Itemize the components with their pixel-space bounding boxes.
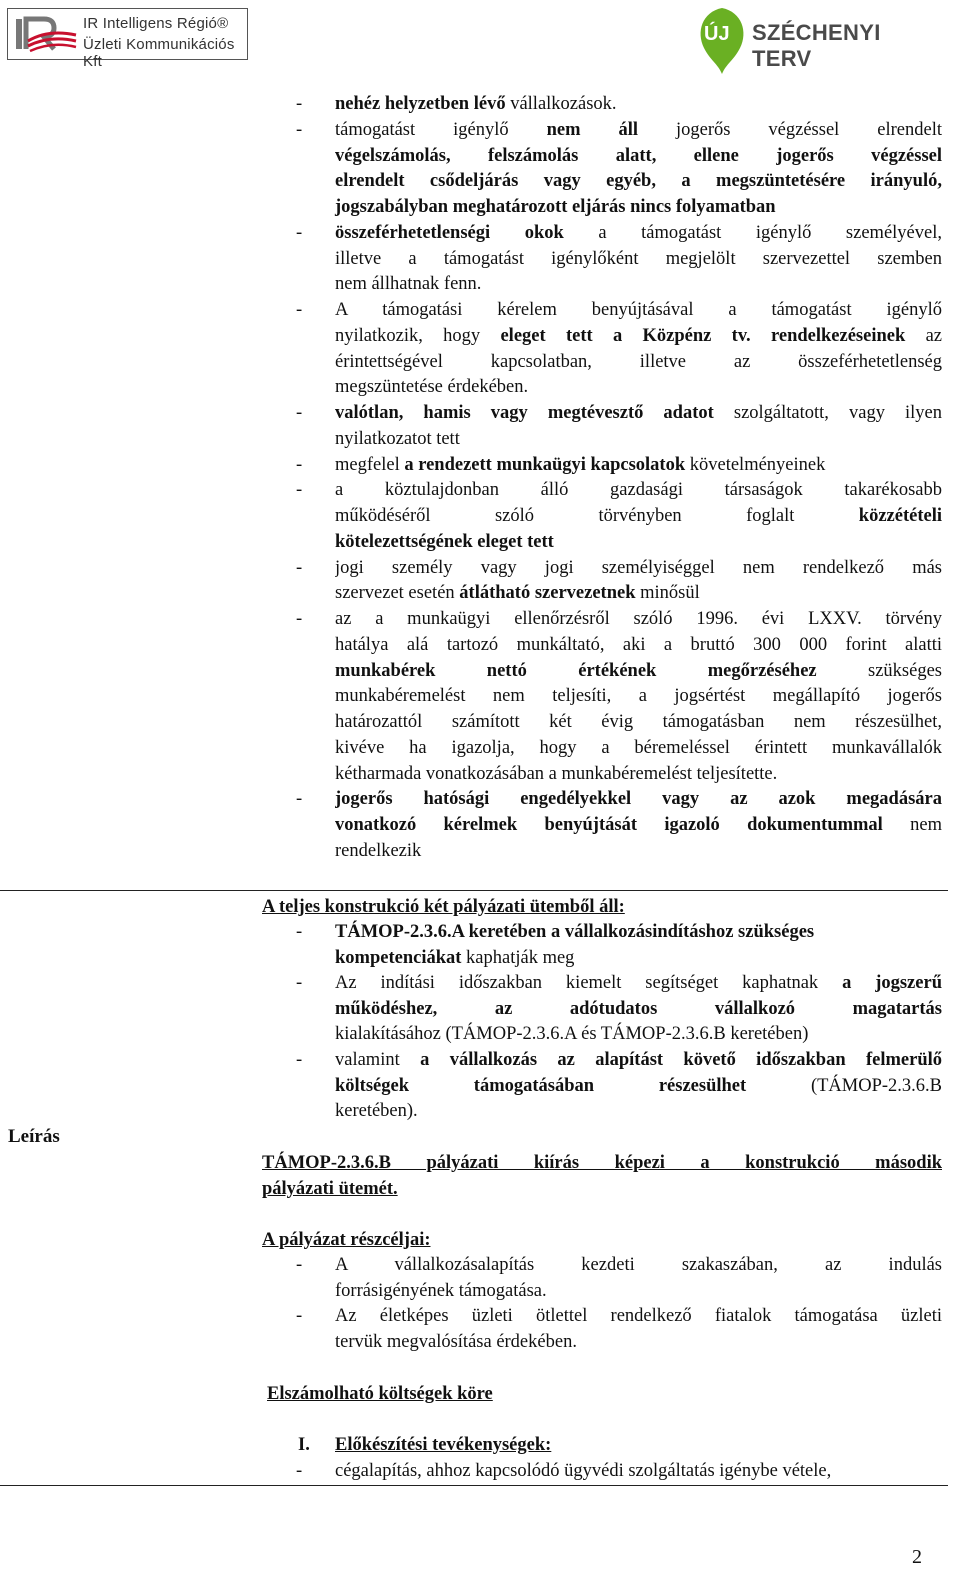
text-line [335, 271, 942, 297]
text-line [335, 143, 942, 169]
text-segment: kötelezettségének eleget tett [335, 531, 554, 552]
text-line [335, 996, 942, 1022]
text-segment: követelményeinek [685, 454, 826, 475]
text-line [335, 709, 942, 735]
text-line [335, 1329, 942, 1355]
list-dash: - [296, 119, 303, 140]
text-segment: hatálya alá tartozó munkáltató, aki a bruttó 300 000 forint alatti [335, 634, 942, 655]
text-line [335, 632, 942, 658]
text-segment: megfelel [335, 454, 405, 475]
text-segment: vonatkozó kérelmek benyújtását igazoló dokumentummal [335, 815, 883, 835]
text-line [335, 945, 942, 971]
text-segment: A támogatási kérelem benyújtásával a támogatást igénylő [335, 300, 942, 320]
list-dash: - [296, 300, 303, 320]
text-segment: tervük megvalósítása érdekében. [335, 1331, 577, 1352]
text-segment: végelszámolás, felszámolás alatt, ellene jogerős végzéssel [335, 145, 942, 166]
text-line [335, 400, 942, 426]
text-segment: a vállalkozás az alapítást követő időszakban felmerülő [420, 1050, 942, 1070]
list-dash: - [296, 454, 303, 475]
text-line [335, 735, 942, 761]
text-line [335, 477, 942, 503]
text-segment: támogatást igénylő [335, 119, 547, 140]
list-dash: - [296, 922, 303, 942]
list-dash: - [296, 222, 303, 243]
text-segment: átlátható szervezetnek [459, 583, 636, 604]
text-segment: jogi személy vagy jogi személyiséggel nem rendelkező más [335, 557, 942, 578]
section3-heading-line2: pályázati ütemét. [262, 1179, 398, 1199]
section-label-leiras: Leírás [8, 1126, 60, 1147]
list-dash: - [296, 1050, 303, 1070]
text-line [335, 1047, 942, 1073]
text-line [335, 606, 942, 632]
text-line [335, 1021, 942, 1047]
list-dash: - [296, 557, 303, 578]
ir-logo [7, 8, 248, 70]
text-segment: munkabéremelést nem teljesíti, a jogsértést megállapító jogerős [335, 686, 942, 707]
text-line [335, 503, 942, 529]
text-line [335, 323, 942, 349]
list-dash: - [296, 94, 303, 114]
text-line [335, 91, 942, 117]
text-line [335, 1252, 942, 1278]
section4-heading: A pályázat részcéljai: [262, 1230, 431, 1250]
table-rule-right-top [260, 890, 948, 891]
szechenyi-terv-label: SZÉCHENYI TERV [752, 20, 881, 71]
list-dash: - [296, 973, 303, 994]
text-line [335, 1098, 942, 1124]
text-segment: nyilatkozatot tett [335, 428, 460, 449]
text-segment: kétharmada vonatkozásában a munkabéremelést teljesítette. [335, 763, 778, 784]
szechenyi-terv-logo [692, 6, 932, 76]
text-segment: jogerős végzéssel elrendelt [638, 119, 942, 140]
text-line [335, 919, 942, 945]
uj-label: ÚJ [704, 23, 730, 45]
text-line [335, 349, 942, 375]
text-segment: működéshez, az adótudatos vállalkozó magatartás [335, 998, 942, 1019]
section3-heading-line1: TÁMOP-2.3.6.B pályázati kiírás képezi a konstrukció második [262, 1153, 942, 1173]
text-segment: eleget tett a Közpénz tv. [500, 325, 751, 346]
text-segment: összeférhetetlenségi okok [335, 222, 564, 243]
text-line [335, 658, 942, 684]
text-segment: A vállalkozásalapítás kezdeti szakaszában, az indulás [335, 1255, 942, 1275]
text-segment: határozattól számított két évig támogatásban nem részesülhet, [335, 712, 942, 732]
page-number: 2 [912, 1546, 922, 1568]
text-segment: elrendelt csődeljárás vagy egyéb, a megszüntetésére irányuló, [335, 171, 942, 192]
text-line [335, 580, 942, 606]
text-line [335, 168, 942, 194]
text-segment: Az életképes üzleti ötlettel rendelkező fiatalok támogatása üzleti [335, 1306, 942, 1327]
list-dash: - [296, 609, 303, 629]
text-line [335, 117, 942, 143]
text-segment: minősül [635, 583, 700, 604]
text-segment: Az indítási időszakban kiemelt segítséget kaphatnak [335, 973, 843, 994]
text-line [335, 812, 942, 838]
text-segment: keretében). [335, 1101, 418, 1122]
text-segment: megszüntetése érdekében. [335, 377, 529, 398]
text-segment: a rendezett munkaügyi kapcsolatok [404, 454, 686, 475]
text-segment: rendelkezik [335, 840, 422, 861]
text-segment: szervezet esetén [335, 583, 460, 604]
text-segment: vállalkozások. [505, 94, 617, 114]
text-line [335, 426, 942, 452]
text-line [335, 1303, 942, 1329]
text-segment: a jogszerű [842, 973, 942, 994]
text-line [335, 374, 942, 400]
ir-logo-line1: IR Intelligens Régió® [83, 15, 229, 32]
text-line [335, 555, 942, 581]
text-segment: cégalapítás, ahhoz kapcsolódó ügyvédi szolgáltatás igénybe vétele, [335, 1461, 832, 1481]
text-line [335, 220, 942, 246]
table-rule-bottom [0, 1485, 948, 1486]
text-segment: nyilatkozik, hogy [335, 325, 501, 346]
text-line [335, 786, 942, 812]
text-segment: az [905, 325, 942, 346]
text-line [335, 194, 942, 220]
list-dash: - [296, 1306, 303, 1327]
text-segment: költségek támogatásában részesülhet [335, 1075, 747, 1096]
text-line [335, 297, 942, 323]
text-segment: jogszabályban meghatározott eljárás nincs folyamatban [335, 197, 776, 217]
text-line [335, 838, 942, 864]
section5-subheading: Előkészítési tevékenységek: [335, 1435, 552, 1455]
text-segment: rendelkezéseinek [750, 325, 906, 346]
text-segment: szükséges [816, 660, 942, 681]
list-dash: - [296, 1255, 303, 1275]
section5-heading: Elszámolható költségek köre [267, 1384, 493, 1404]
list-dash: - [296, 480, 303, 501]
text-segment: nehéz helyzetben lévő [335, 94, 506, 114]
text-segment: közzétételi [858, 506, 942, 526]
text-line [335, 1458, 942, 1484]
text-segment: a köztulajdonban álló gazdasági társaságok takarékosabb [335, 480, 942, 501]
text-line [335, 761, 942, 787]
section5-roman: I. [298, 1435, 310, 1455]
text-line [335, 970, 942, 996]
list-dash: - [296, 403, 303, 423]
text-segment: a támogatást igénylő személyével, [563, 222, 942, 243]
text-segment: nem [882, 815, 942, 835]
text-segment: TÁMOP-2.3.6.A keretében a vállalkozásindításhoz szükséges [335, 922, 815, 942]
list-dash: - [296, 1461, 303, 1481]
text-segment: működéséről szóló törvényben foglalt [335, 506, 859, 526]
text-line [335, 1278, 942, 1304]
section2-heading: A teljes konstrukció két pályázati ütemből áll: [262, 897, 625, 917]
text-segment: forrásigényének támogatása. [335, 1280, 547, 1301]
text-segment: munkabérek nettó értékének megőrzéséhez [335, 660, 817, 681]
text-segment: valamint [335, 1050, 421, 1070]
text-segment: kaphatják meg [461, 947, 575, 968]
text-segment: valótlan, hamis vagy megtévesztő adatot [335, 403, 714, 423]
text-line [335, 246, 942, 272]
list-dash: - [296, 789, 303, 810]
text-segment: nem áll [546, 119, 639, 140]
text-line [335, 452, 942, 478]
text-segment: kivéve ha igazolja, hogy a béremeléssel érintett munkavállalók [335, 737, 942, 758]
text-segment: kialakításához (TÁMOP-2.3.6.A és TÁMOP-2.3.6.B keretében) [335, 1024, 809, 1045]
text-line [335, 529, 942, 555]
text-segment: nem állhatnak fenn. [335, 274, 482, 295]
text-segment: kompetenciákat [335, 947, 462, 968]
text-segment: illetve a támogatást igénylőként megjelölt szervezettel szemben [335, 248, 942, 269]
ir-logo-line2: Üzleti Kommunikációs Kft [83, 36, 235, 70]
text-segment: az a munkaügyi ellenőrzésről szóló 1996. évi LXXV. törvény [335, 609, 942, 629]
ir-logo-icon [14, 15, 78, 53]
text-segment: jogerős hatósági engedélyekkel vagy az azok megadására [335, 789, 942, 810]
text-line [335, 683, 942, 709]
text-segment: érintettségével kapcsolatban, illetve az összeférhetetlenség [335, 351, 942, 372]
text-line [335, 1073, 942, 1099]
text-segment: (TÁMOP-2.3.6.B [746, 1075, 942, 1096]
text-segment: szolgáltatott, vagy ilyen [713, 403, 942, 423]
